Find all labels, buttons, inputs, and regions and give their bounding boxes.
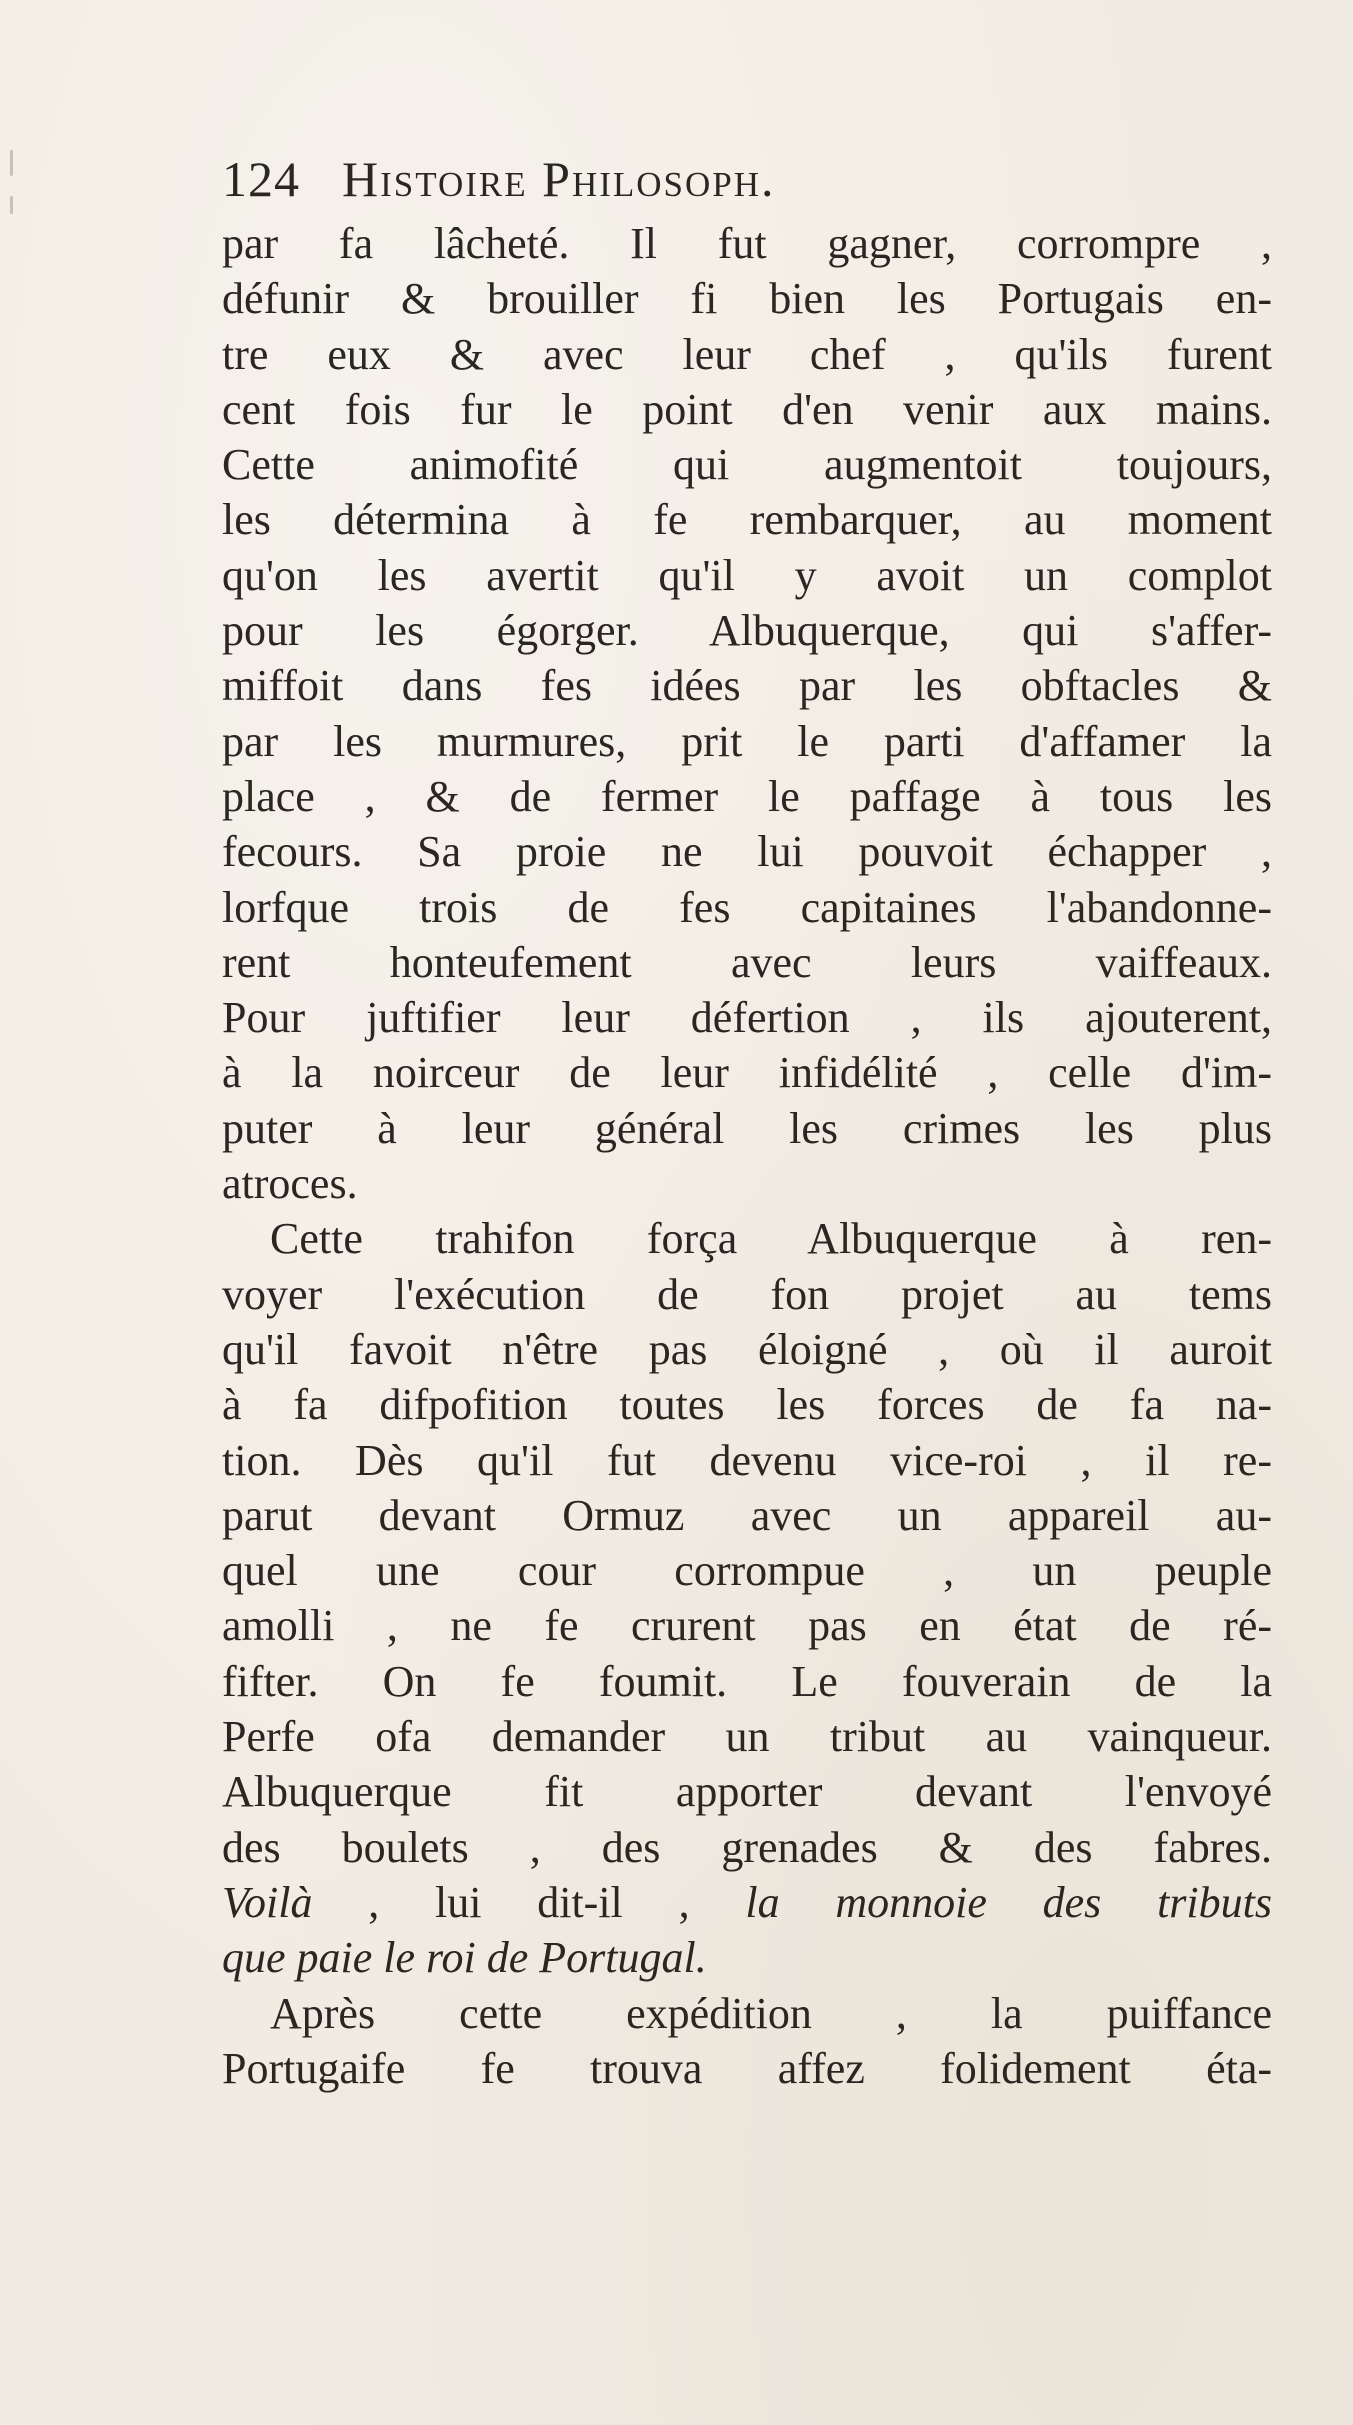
text-line: quel une cour corrompue , un peuple xyxy=(222,1546,1272,1596)
binding-mark xyxy=(10,150,13,176)
text-line: qu'il favoit n'être pas éloigné , où il auroit xyxy=(222,1324,1272,1374)
text-line: fecours. Sa proie ne lui pouvoit échapper , xyxy=(222,827,1272,877)
running-title: Histoire Philosoph. xyxy=(342,151,776,207)
text-line: défunir & brouiller fi bien les Portugais en- xyxy=(222,274,1272,324)
text-line: à la noirceur de leur infidélité , celle d'im- xyxy=(222,1048,1272,1098)
text-line: atroces. xyxy=(222,1159,358,1209)
text-line: Albuquerque fit apporter devant l'envoyé xyxy=(222,1767,1272,1817)
text-line: les détermina à fe rembarquer, au moment xyxy=(222,495,1272,545)
paragraph-first-line: Cette trahifon força Albuquerque à ren- xyxy=(270,1214,1272,1264)
quote-line-end xyxy=(222,1930,1272,1985)
text-line: Portugaife fe trouva affez folidement éta- xyxy=(222,2043,1272,2093)
text-line: Cette animofité qui augmentoit toujours, xyxy=(222,440,1272,490)
text-line: pour les égorger. Albuquerque, qui s'affer- xyxy=(222,606,1272,656)
text-line: par fa lâcheté. Il fut gagner, corrompre , xyxy=(222,219,1272,268)
quote-italic-monnoie: la monnoie des tributs xyxy=(745,1877,1273,1927)
text-line: puter à leur général les crimes les plus xyxy=(222,1103,1272,1153)
text-line: des boulets , des grenades & des fabres. xyxy=(222,1822,1272,1872)
text-line: lorfque trois de fes capitaines l'abandonne- xyxy=(222,882,1272,932)
text-line: tre eux & avec leur chef , qu'ils furent xyxy=(222,329,1272,379)
text-line: voyer l'exécution de fon projet au tems xyxy=(222,1269,1272,1319)
text-line: fifter. On fe foumit. Le fouverain de la xyxy=(222,1656,1272,1706)
text-line: par les murmures, prit le parti d'affamer la xyxy=(222,716,1272,766)
text-line: place , & de fermer le paffage à tous les xyxy=(222,771,1272,821)
text-line: miffoit dans fes idées par les obftacles & xyxy=(222,661,1272,711)
text-line: qu'on les avertit qu'il y avoit un complot xyxy=(222,550,1272,600)
quote-italic-portugal: que paie le roi de Portugal. xyxy=(222,1933,707,1983)
text-line: parut devant Ormuz avec un appareil au- xyxy=(222,1490,1272,1540)
quote-roman-part: , lui dit-il , xyxy=(312,1877,746,1927)
text-line: Pour juftifier leur défertion , ils ajouterent, xyxy=(222,993,1272,1043)
quote-italic-voila: Voilà xyxy=(222,1877,313,1927)
page-header xyxy=(222,150,1182,220)
text-line: tion. Dès qu'il fut devenu vice-roi , il re- xyxy=(222,1435,1272,1485)
text-line: Perfe ofa demander un tribut au vainqueur. xyxy=(222,1712,1272,1762)
page-number: 124 xyxy=(222,151,300,207)
text-line: à fa difpofition toutes les forces de fa na- xyxy=(222,1380,1272,1430)
text-line: rent honteufement avec leurs vaiffeaux. xyxy=(222,937,1272,987)
body-text xyxy=(222,216,1272,2096)
text-line: amolli , ne fe crurent pas en état de ré- xyxy=(222,1601,1272,1651)
text-line: cent fois fur le point d'en venir aux mains. xyxy=(222,384,1272,434)
binding-mark xyxy=(10,196,13,214)
paragraph-first-line: Après cette expédition , la puiffance xyxy=(270,1988,1272,2038)
quote-line xyxy=(222,1875,1272,1930)
